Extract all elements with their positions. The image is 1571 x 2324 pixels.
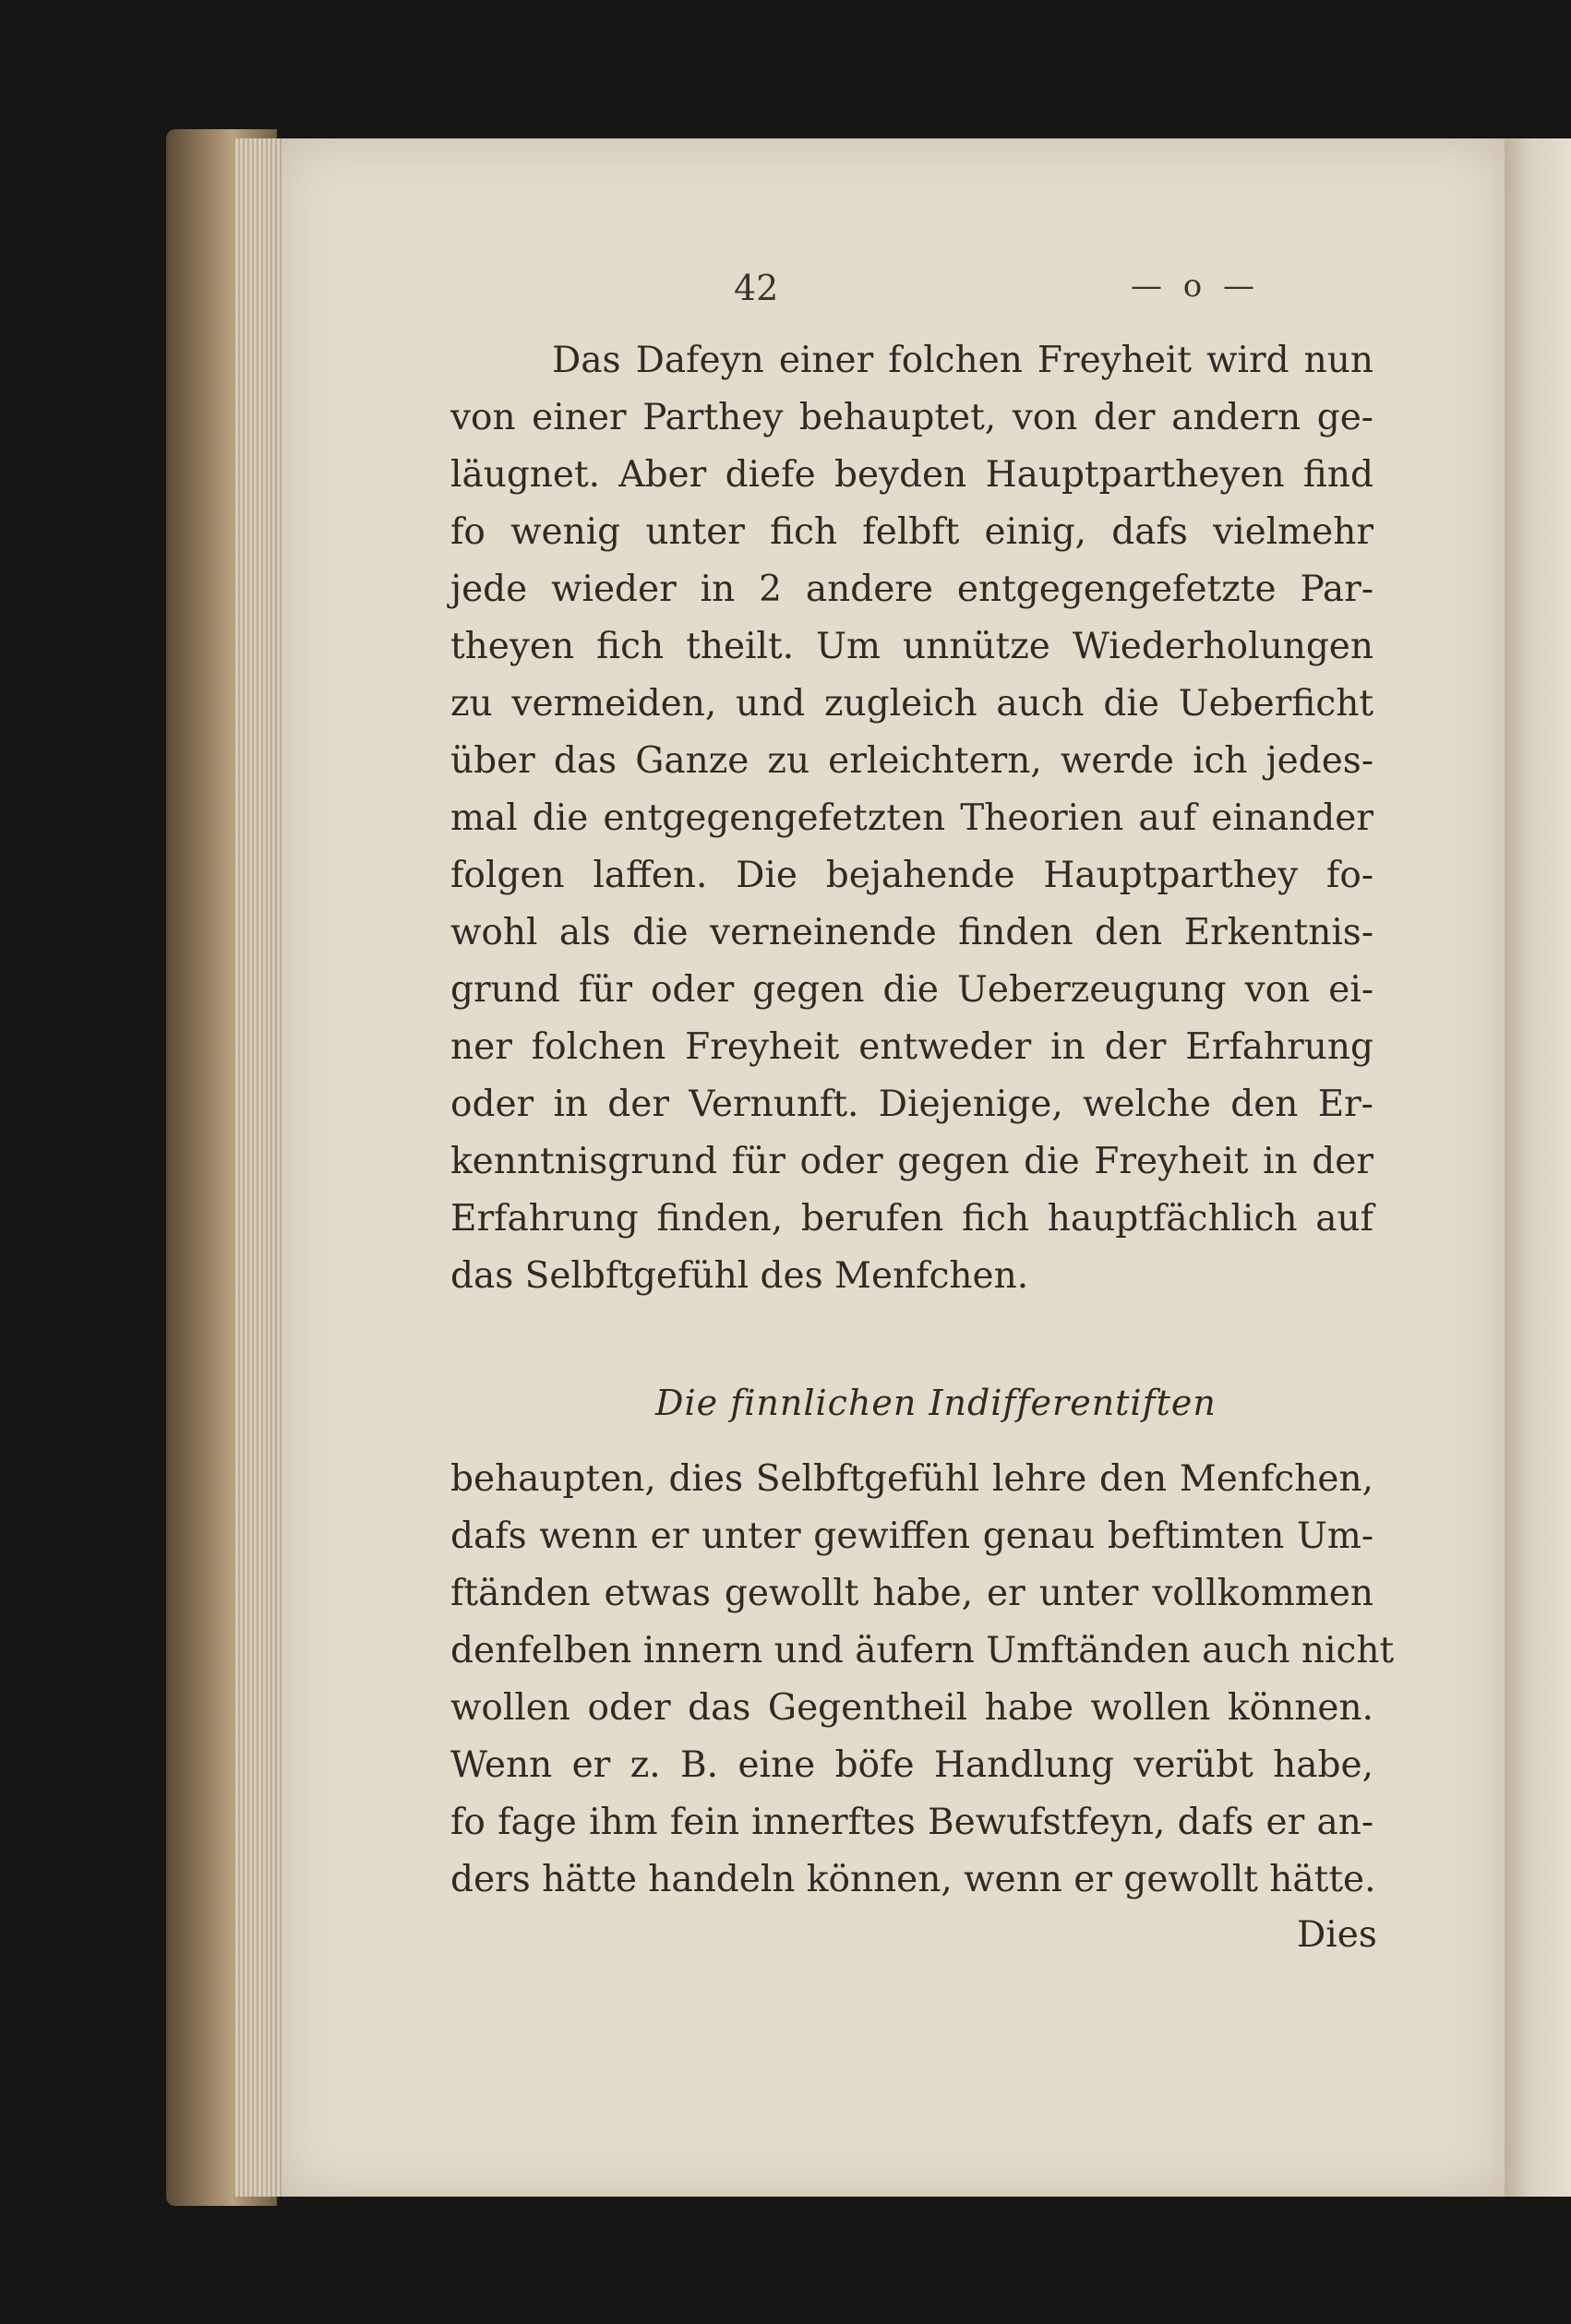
catchword: Dies (1297, 1914, 1377, 1956)
paragraph-1 (450, 332, 1373, 1305)
text-line: wollen oder das Gegentheil habe wollen können. (450, 1687, 1373, 1729)
text-line: ner folchen Freyheit entweder in der Erfahrung (450, 1026, 1373, 1068)
text-line: Das Dafeyn einer folchen Freyheit wird nun (552, 340, 1373, 381)
text-line: jede wieder in 2 andere entgegengefetzte Par- (450, 569, 1373, 610)
text-line: über das Ganze zu erleichtern, werde ich jedes- (450, 740, 1373, 782)
section-heading: Die finnlichen Indifferentiften (655, 1383, 1217, 1423)
text-line: dafs wenn er unter gewiffen genau beftimten Um- (450, 1515, 1373, 1557)
text-line: kenntnisgrund für oder gegen die Freyheit in der (450, 1141, 1373, 1182)
text-line: von einer Parthey behauptet, von der andern ge- (450, 397, 1373, 438)
text-line: denfelben innern und äufern Umftänden auch nicht (450, 1630, 1395, 1671)
text-line: fo fage ihm fein innerftes Bewufstfeyn, dafs er an- (450, 1802, 1373, 1843)
text-line: läugnet. Aber diefe beyden Hauptpartheyen find (450, 454, 1373, 496)
paragraph-2 (450, 1451, 1395, 1909)
text-line: wohl als die verneinende finden den Erkentnis- (450, 912, 1373, 953)
facing-page-edge (1505, 138, 1571, 2197)
text-line: mal die entgegengefetzten Theorien auf einander (450, 797, 1373, 839)
text-line: Wenn er z. B. eine böfe Handlung verübt habe, (450, 1744, 1373, 1786)
text-line: fo wenig unter fich felbft einig, dafs vielmehr (450, 511, 1373, 553)
text-line: zu vermeiden, und zugleich auch die Ueberficht (450, 683, 1373, 725)
text-line: Erfahrung finden, berufen fich hauptfächlich auf (450, 1198, 1373, 1240)
text-line: oder in der Vernunft. Diejenige, welche den Er- (450, 1084, 1373, 1125)
text-line: folgen laffen. Die bejahende Hauptparthey fo- (450, 855, 1373, 896)
text-line: ders hätte handeln können, wenn er gewollt hätte. (450, 1859, 1376, 1900)
text-line: grund für oder gegen die Ueberzeugung von ei- (450, 969, 1373, 1011)
text-line: theyen fich theilt. Um unnütze Wiederholungen (450, 626, 1373, 667)
running-head: — o — (1130, 268, 1261, 305)
page-number: 42 (734, 268, 779, 308)
text-line: behaupten, dies Selbftgefühl lehre den Menfchen, (450, 1458, 1373, 1500)
text-line: ftänden etwas gewollt habe, er unter vollkommen (450, 1573, 1373, 1614)
text-line: das Selbftgefühl des Menfchen. (450, 1255, 1029, 1297)
